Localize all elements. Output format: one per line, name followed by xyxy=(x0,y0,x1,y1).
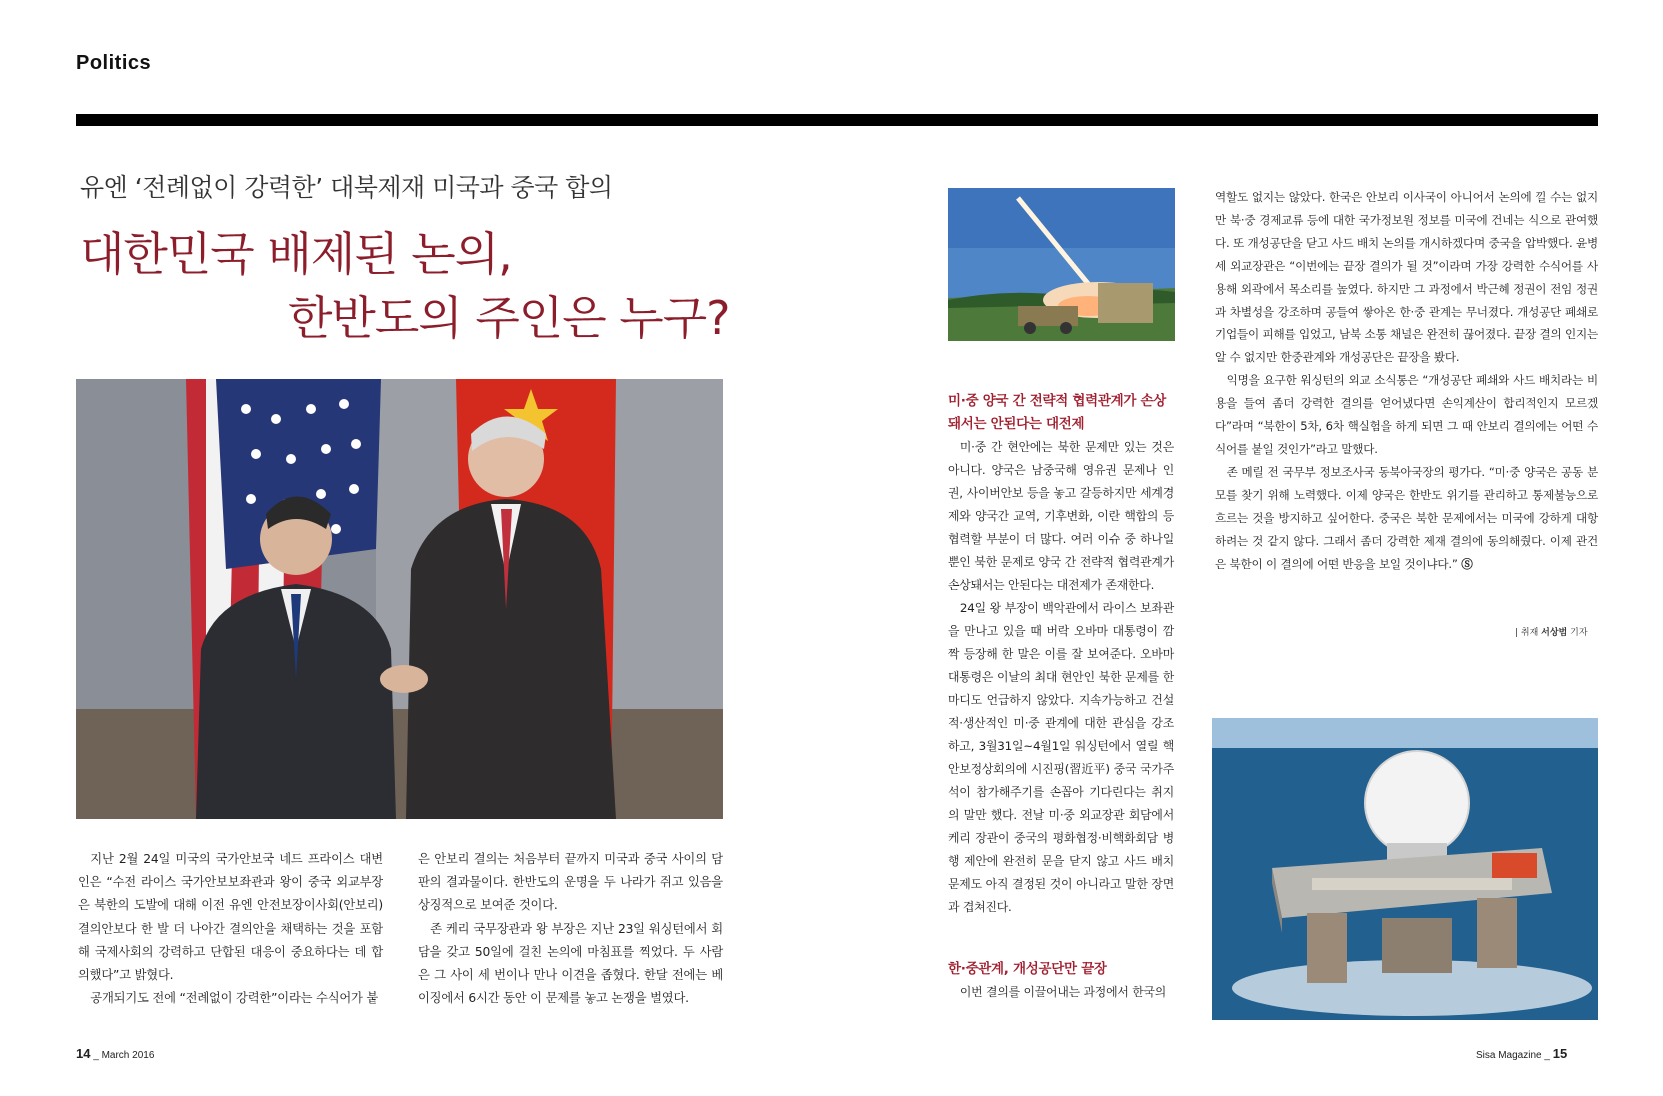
subheading: 한·중관계, 개성공단만 끝장 xyxy=(948,961,1107,977)
section-label: Politics xyxy=(76,52,152,74)
end-mark: Ⓢ xyxy=(1461,556,1473,571)
handshake-photo xyxy=(76,379,723,819)
article-subtitle: 유엔 ‘전례없이 강력한’ 대북제재 미국과 중국 합의 xyxy=(80,173,613,202)
left-column-2 xyxy=(418,848,723,1010)
paragraph: 공개되기도 전에 “전례없이 강력한”이라는 수식어가 붙 xyxy=(90,991,379,1006)
paragraph: 미·중 간 현안에는 북한 문제만 있는 것은 아니다. 양국은 남중국해 영유권 문제나 인권, 사이버안보 등을 놓고 갈등하지만 세계경제와 양국간 교역, 기후변화, 이란 핵합의 등 협력할 부분이 더 많다. 여러 이슈 중 하나일뿐인 북한 문제로 양국 간 전략적 협력관계가 손상돼서는 안된다는 대전제가 존재한다. xyxy=(948,440,1174,592)
paragraph: 은 안보리 결의는 처음부터 끝까지 미국과 중국 사이의 담판의 결과물이다. 한반도의 운명을 두 나라가 쥐고 있음을 상징적으로 보여준 것이다. xyxy=(418,852,723,913)
paragraph: 존 메릴 전 국무부 정보조사국 동북아국장의 평가다. “미·중 양국은 공동 분모를 찾기 위해 노력했다. 이제 양국은 한반도 위기를 관리하고 통제불능으로 흐르는 것을 방지하고 싶어한다. 중국은 북한 문제에서는 미국에 강하게 대항하려는 것 같지 않다. 그래서 좀더 강력한 제재 결의에 동의해줬다. 이제 관건은 북한이 이 결의에 어떤 반응을 보일 것이냐다.” Ⓢ xyxy=(1215,464,1598,571)
byline-name: 서상범 xyxy=(1541,628,1568,638)
subheading: 미·중 양국 간 전략적 협력관계가 손상돼서는 안된다는 대전제 xyxy=(948,393,1166,432)
right-column-4 xyxy=(1215,186,1598,575)
sea-radar-photo xyxy=(1212,718,1598,1020)
right-column-3-tail xyxy=(948,958,1174,1004)
column-body xyxy=(948,981,1174,1004)
byline: | 취재 서상범 기자 xyxy=(1515,628,1588,638)
footer-left xyxy=(76,1046,154,1061)
missile-launch-photo xyxy=(948,188,1175,341)
paragraph: 존 케리 국무장관과 왕 부장은 지난 23일 워싱턴에서 회담을 갖고 50일에 걸친 논의에 마침표를 찍었다. 두 사람은 그 사이 세 번이나 만나 이견을 좁혔다. 한달 전에는 베이징에서 6시간 동안 이 문제를 놓고 논쟁을 벌였다. xyxy=(418,921,723,1006)
paragraph: 24일 왕 부장이 백악관에서 라이스 보좌관을 만나고 있을 때 버락 오바마 대통령이 깜짝 등장해 한 말은 이를 잘 보여준다. 오바마 대통령은 이날의 최대 현안인 북한 문제를 한마디도 언급하지 않았다. 지속가능하고 건설적·생산적인 미·중 관계에 대한 관심을 강조하고, 3월31일~4월1일 워싱턴에서 열릴 핵안보정상회의에 시진핑(習近平) 중국 국가주석이 참가해주기를 손꼽아 기다린다는 취지의 말만 했다. 전날 미·중 외교장관 회담에서 케리 장관이 중국의 평화협정·비핵화회담 병행 제안에 완전히 문을 닫지 않고 사드 배치 문제도 아직 결정된 것이 아니라고 말한 장면과 겹쳐진다. xyxy=(948,601,1174,914)
page-number-right: 15 xyxy=(1552,1046,1568,1061)
footer-right xyxy=(1476,1046,1567,1061)
paragraph: 이번 결의를 이끌어내는 과정에서 한국의 xyxy=(959,985,1167,999)
title-line-1: 대한민국 배제된 논의, xyxy=(80,227,512,281)
paragraph: 지난 2월 24일 미국의 국가안보국 네드 프라이스 대변인은 “수전 라이스 국가안보보좌관과 왕이 중국 외교부장은 북한의 도발에 대해 이전 유엔 안전보장이사회(안보리)결의안보다 한 발 더 나아간 결의안을 채택하는 것을 포함해 국제사회의 강력하고 단합된 대응이 중요하다는 데 합의했다”고 밝혔다. xyxy=(78,852,383,983)
left-column-1 xyxy=(78,848,383,1010)
column-body xyxy=(948,436,1174,919)
paragraph: 익명을 요구한 워싱턴의 외교 소식통은 “개성공단 폐쇄와 사드 배치라는 비용을 들여 좀더 강력한 결의를 얻어냈다면 손익계산이 합리적인지 모르겠다”라며 “북한이 5차, 6차 핵실험을 하게 되면 그 때 안보리 결의에는 어떤 수식어를 붙일 것인가”라고 말했다. xyxy=(1215,373,1598,456)
right-column-3 xyxy=(948,390,1174,919)
page-number-left: 14 xyxy=(76,1046,91,1061)
footer-magazine: Sisa Magazine _ xyxy=(1476,1050,1550,1061)
paragraph: 역할도 없지는 않았다. 한국은 안보리 이사국이 아니어서 논의에 낄 수는 없지만 북·중 경제교류 등에 대한 국가정보원 정보를 미국에 건네는 식으로 관여했다. 또 개성공단을 닫고 사드 배치 논의를 개시하겠다며 중국을 압박했다. 윤병세 외교장관은 “이번에는 끝장 결의가 될 것”이라며 가장 강력한 수식어를 사용해 외곽에서 목소리를 높였다. 하지만 그 과정에서 박근혜 정권이 전임 정권과 차별성을 강조하며 공들여 쌓아온 한·중 관계는 무너졌다. 개성공단 폐쇄로 기업들이 피해를 입었고, 남북 소통 채널은 완전히 끊어졌다. 끝장 결의 인지는 알 수 없지만 한중관계와 개성공단은 끝장을 봤다. xyxy=(1215,190,1598,365)
title-line-2: 한반도의 주인은 누구? xyxy=(288,291,730,345)
footer-issue: _ March 2016 xyxy=(93,1050,155,1061)
article-title xyxy=(80,222,800,350)
header-rule xyxy=(76,114,1598,126)
